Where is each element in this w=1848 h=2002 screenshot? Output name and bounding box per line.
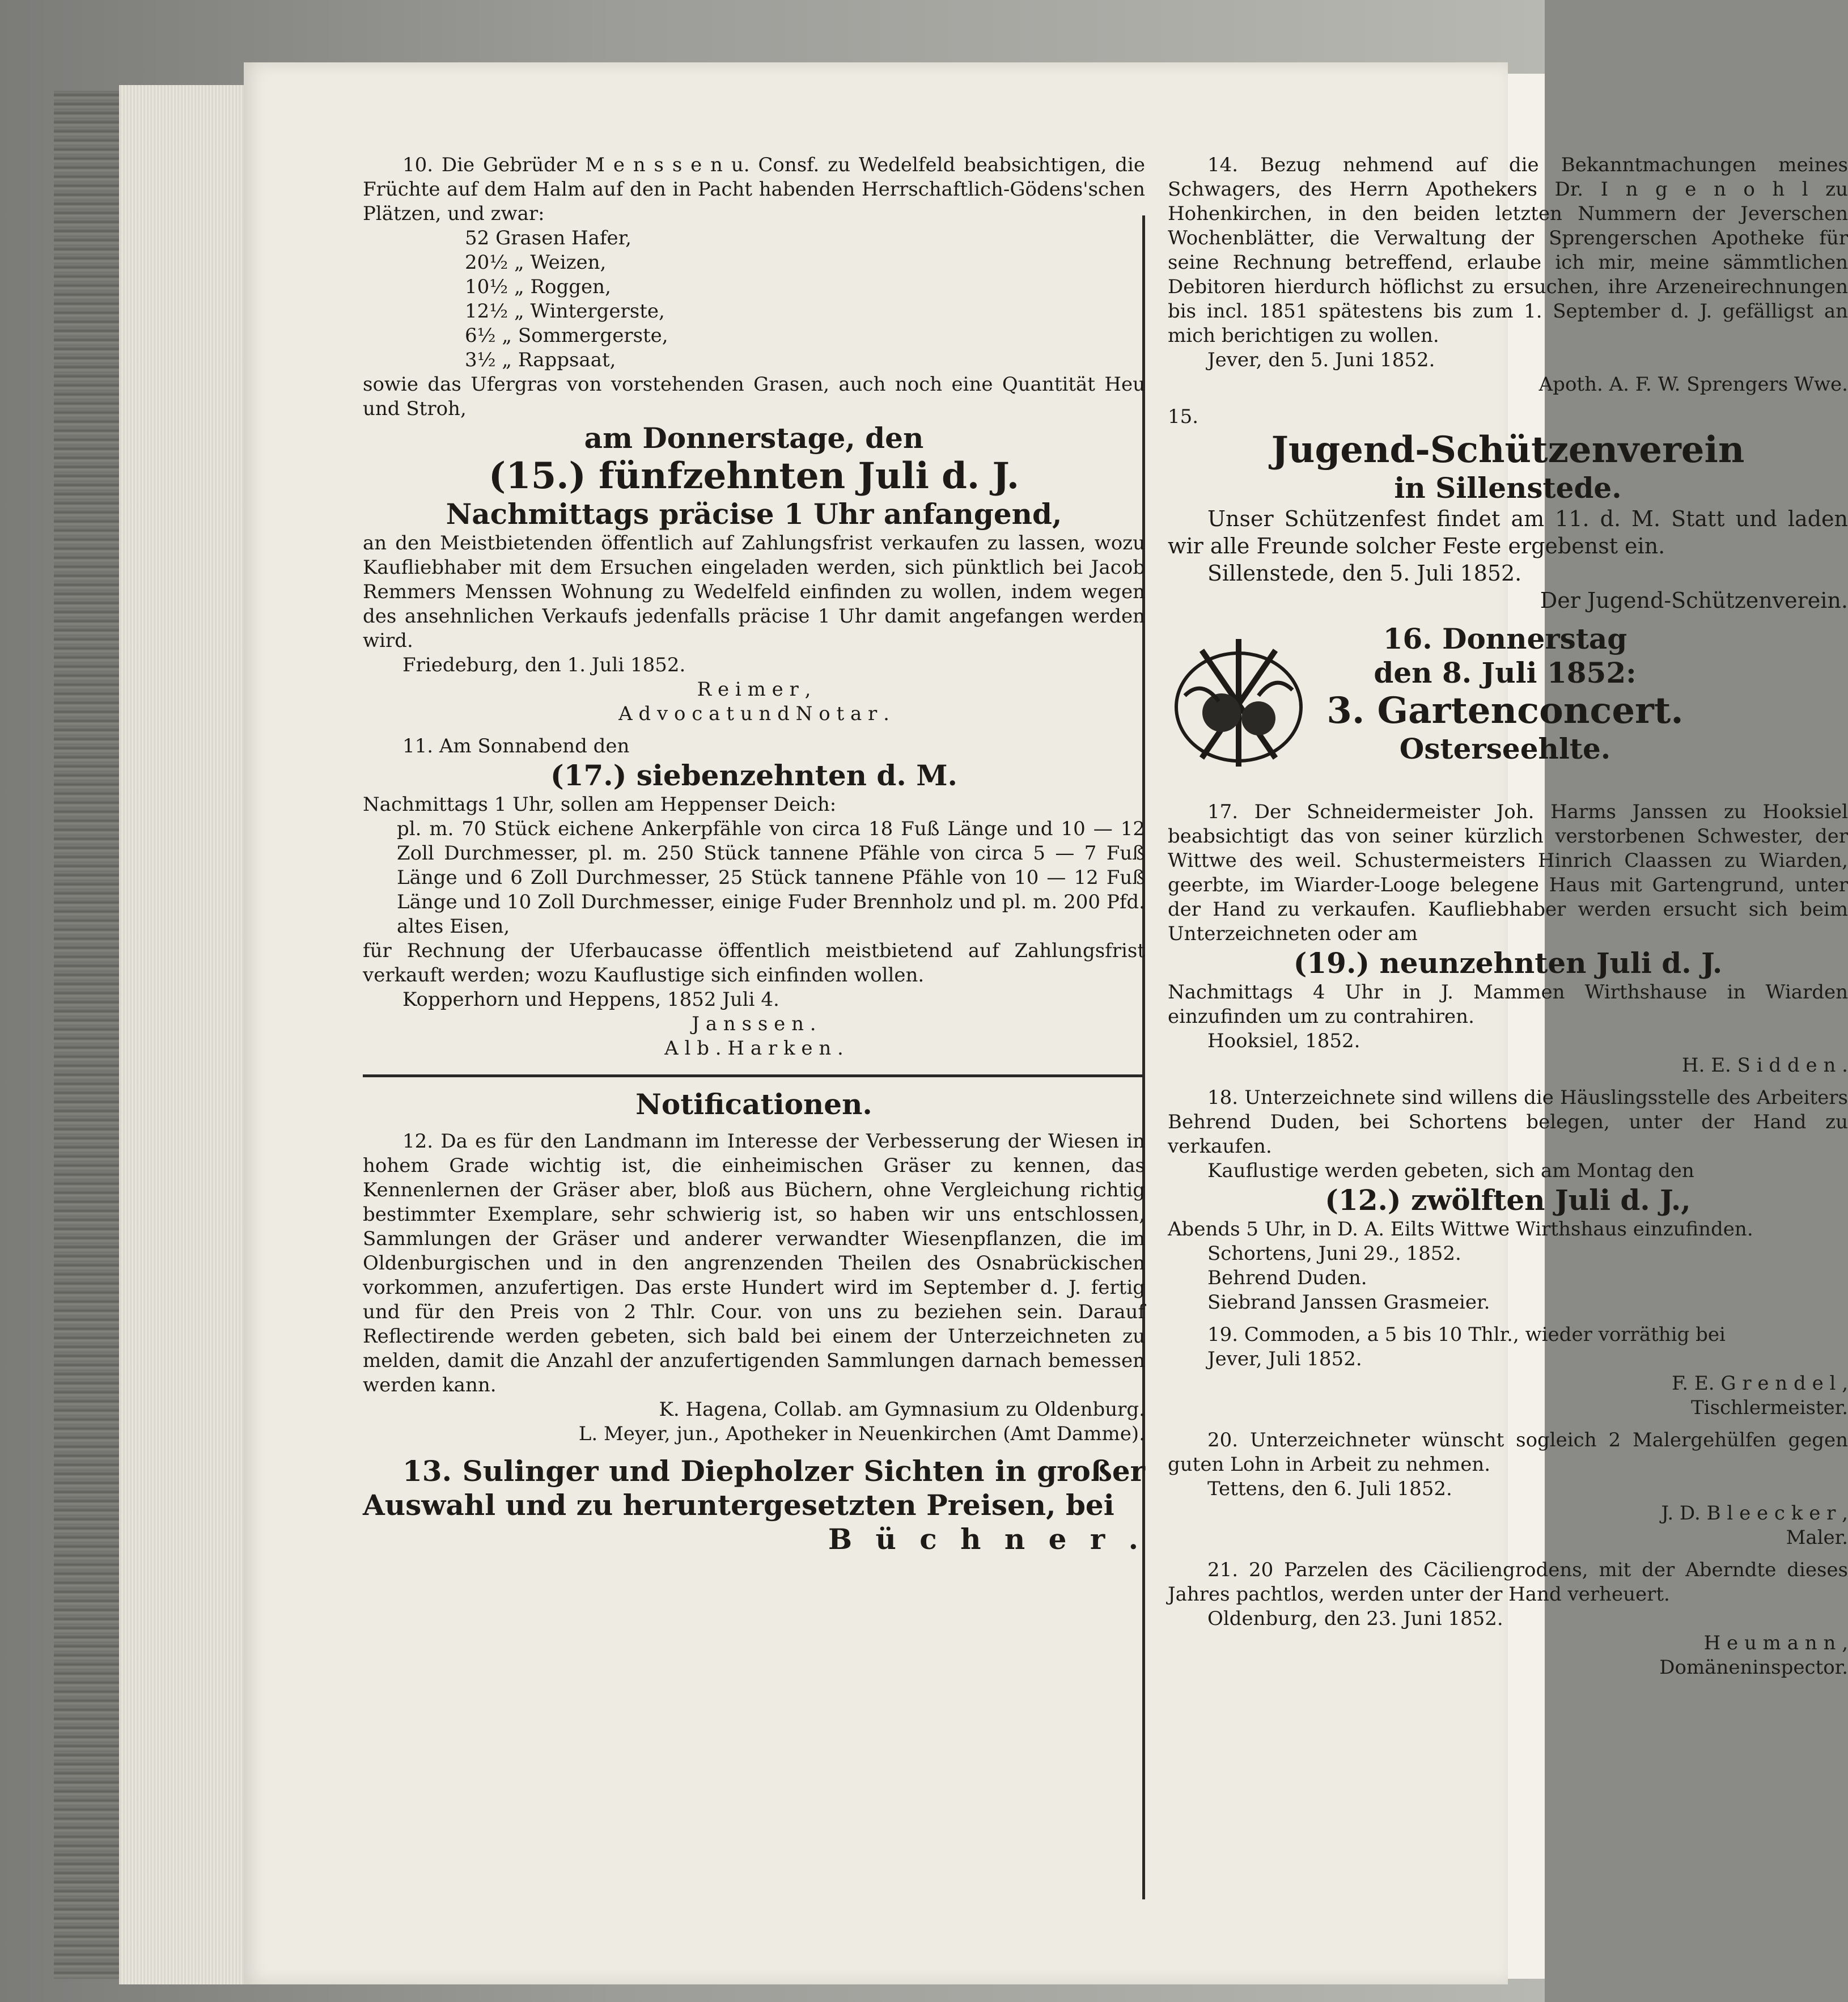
ad10-intro: 10. Die Gebrüder M e n s s e n u. Consf. zu Wedelfeld beabsichtigen, die Früchte auf dem Halm auf den in Pacht habenden Herrschaftlich-Gödens'schen Plätzen, und zwar: <box>363 154 1145 225</box>
ad17-place: Hooksiel, 1852. <box>1207 1030 1360 1052</box>
ad-13 <box>363 1454 1145 1556</box>
ad13-signature: B ü c h n e r . <box>828 1522 1145 1556</box>
ad10-text2: an den Meistbietenden öffentlich auf Zahlungsfrist verkaufen zu lassen, wozu Kaufliebhaber mit dem Ersuchen eingeladen werden, sich pünktlich bei Jacob Remmers Menssen Wohnung zu Wedelfeld einfinden zu wollen, indem wegen des ansehnlichen Verkaufs jedenfalls präcise 1 Uhr damit angefangen werden wird. <box>363 532 1145 652</box>
ad18-signature-2: Siebrand Janssen Grasmeier. <box>1207 1291 1490 1314</box>
ad-14 <box>1168 153 1848 397</box>
ad18-text: 18. Unterzeichnete sind willens die Häuslingsstelle des Arbeiters Behrend Duden, bei Schortens belegen, unter der Hand zu verkaufen. <box>1168 1086 1848 1158</box>
crop-item: 20½ „ Weizen, <box>465 251 607 274</box>
ad18-date: (12.) zwölften Juli d. J., <box>1325 1183 1691 1217</box>
ad-16 <box>1168 622 1848 792</box>
ad21-place: Oldenburg, den 23. Juni 1852. <box>1207 1607 1503 1630</box>
ad13-text: 13. Sulinger und Diepholzer Sichten in großer Auswahl und zu heruntergesetzten Preisen, bei <box>363 1454 1145 1522</box>
section-rule <box>363 1074 1145 1077</box>
ad10-place: Friedeburg, den 1. Juli 1852. <box>402 654 686 676</box>
crop-item: 10½ „ Roggen, <box>465 276 611 298</box>
ad-12 <box>363 1129 1145 1446</box>
ad11-date: (17.) siebenzehnten d. M. <box>550 759 957 792</box>
ad-10 <box>363 153 1145 726</box>
ad10-date-line2: (15.) fünfzehnten Juli d. J. <box>488 455 1020 497</box>
left-column <box>363 153 1145 1556</box>
ad16-line1: 16. Donnerstag <box>1383 622 1627 655</box>
ad-15 <box>1168 405 1848 614</box>
ad10-signature-2: A d v o c a t u n d N o t a r . <box>618 702 889 725</box>
ad20-place: Tettens, den 6. Juli 1852. <box>1207 1478 1452 1500</box>
ad15-text: Unser Schützenfest findet am 11. d. M. Statt und laden wir alle Freunde solcher Feste ergebenst ein. <box>1168 506 1848 558</box>
ad21-signature-1: H e u m a n n , <box>1703 1632 1848 1654</box>
ad15-title: Jugend-Schützenverein <box>1271 429 1745 471</box>
ad11-items: pl. m. 70 Stück eichene Ankerpfähle von circa 18 Fuß Länge und 10 — 12 Zoll Durchmesser, pl. m. 250 Stück tannene Pfähle von circa 5 — 7 Fuß Länge und 6 Zoll Durchmesser, 25 Stück tannene Pfähle von 10 — 12 Fuß Länge und 10 Zoll Durchmesser, einige Fuder Brennholz und pl. m. 200 Pfd. altes Eisen, <box>397 818 1145 938</box>
ad18-text2: Kauflustige werden gebeten, sich am Montag den <box>1207 1159 1694 1182</box>
ad10-crop-list <box>363 226 1145 373</box>
ad17-text2: Nachmittags 4 Uhr in J. Mammen Wirthshause in Wiarden einzufinden um zu contrahiren. <box>1168 981 1848 1028</box>
ad-18 <box>1168 1086 1848 1315</box>
ad15-signature: Der Jugend-Schützenverein. <box>1540 588 1848 613</box>
ad16-line4: Osterseehlte. <box>1399 732 1611 765</box>
crop-item: 6½ „ Sommergerste, <box>465 324 668 347</box>
ad-19 <box>1168 1323 1848 1420</box>
ad10-date-line3: Nachmittags präcise 1 Uhr anfangend, <box>446 497 1062 531</box>
ad12-text: 12. Da es für den Landmann im Interesse der Verbesserung der Wiesen in hohem Grade wichtig ist, die einheimischen Gräser zu kennen, das Kennenlernen der Gräser aber, bloß aus Büchern, ohne Vergleichung richtig bestimmter Exemplare, sehr schwierig ist, so haben wir uns entschlossen, Sammlungen der Gräser und anderer verwandter Wiesenpflanzen, die im Oldenburgischen und in den angrenzenden Theilen des Osnabrückischen vorkommen, anzufertigen. Das erste Hundert wird im September d. J. fertig und für den Preis von 2 Thlr. Cour. von uns zu beziehen sein. Darauf Reflectirende werden gebeten, sich bald bei einem der Unterzeichneten zu melden, damit die Anzahl der anzufertigenden Sammlungen darnach bemessen werden kann. <box>363 1130 1145 1396</box>
ad15-number: 15. <box>1168 405 1199 428</box>
ad18-signature-1: Behrend Duden. <box>1207 1267 1367 1289</box>
ad14-place: Jever, den 5. Juni 1852. <box>1207 349 1435 371</box>
ad17-date: (19.) neunzehnten Juli d. J. <box>1293 946 1723 980</box>
ad-20 <box>1168 1428 1848 1550</box>
right-column <box>1168 153 1848 1680</box>
ad17-text: 17. Der Schneidermeister Joh. Harms Janssen zu Hooksiel beabsichtigt das von seiner kürzlich verstorbenen Schwester, der Wittwe des weil. Schustermeisters Hinrich Claassen zu Wiarden, geerbte, im Wiarder-Looge belegene Haus mit Gartengrund, unter der Hand zu verkaufen. Kaufliebhaber werden ersucht sich beim Unterzeichneten oder am <box>1168 801 1848 945</box>
ad10-text1: sowie das Ufergras von vorstehenden Grasen, auch noch eine Quantität Heu und Stroh, <box>363 373 1145 420</box>
ad21-signature-2: Domäneninspector. <box>1659 1656 1848 1679</box>
ad19-signature-2: Tischlermeister. <box>1691 1396 1848 1419</box>
ad11-text: Nachmittags 1 Uhr, sollen am Heppenser Deich: <box>363 793 837 816</box>
crop-item: 52 Grasen Hafer, <box>465 227 631 249</box>
ad14-signature: Apoth. A. F. W. Sprengers Wwe. <box>1538 373 1848 396</box>
ad19-text: 19. Commoden, a 5 bis 10 Thlr., wieder vorräthig bei <box>1207 1323 1726 1346</box>
ad14-text: 14. Bezug nehmend auf die Bekanntmachungen meines Schwagers, des Herrn Apothekers Dr. I n g e n o h l zu Hohenkirchen, in den beiden letzten Nummern der Jeverschen Wochenblätter, die Verwaltung der Sprengerschen Apotheke für seine Rechnung betreffend, erlaube ich mir, meine sämmtlichen Debitoren hierdurch höflichst zu ersuchen, ihre Arzeneirechnungen bis incl. 1851 spätestens bis zum 1. September d. J. gefälligst an mich berichtigen zu wollen. <box>1168 154 1848 347</box>
ad15-place: Sillenstede, den 5. Juli 1852. <box>1207 561 1522 586</box>
ad15-subtitle: in Sillenstede. <box>1394 471 1622 505</box>
ad10-signature-1: R e i m e r , <box>697 678 811 701</box>
ad16-line3: 3. Gartenconcert. <box>1326 689 1684 732</box>
ad16-line2: den 8. Juli 1852: <box>1374 656 1637 689</box>
ad16-text-block <box>1321 622 1689 766</box>
ad11-signature-1: J a n s s e n . <box>692 1013 816 1035</box>
ad21-text: 21. 20 Parzelen des Cäciliengrodens, mit der Aberndte dieses Jahres pachtlos, werden unter der Hand verheuert. <box>1168 1559 1848 1606</box>
music-instruments-icon <box>1168 628 1309 775</box>
ad11-text2: für Rechnung der Uferbaucasse öffentlich meistbietend auf Zahlungsfrist verkauft werden; wozu Kauflustige sich einfinden wollen. <box>363 939 1145 987</box>
ad-11 <box>363 734 1145 1061</box>
ad17-signature: H. E. S i d d e n . <box>1681 1054 1848 1077</box>
ad20-signature-1: J. D. B l e e c k e r , <box>1661 1502 1848 1525</box>
ad19-place: Jever, Juli 1852. <box>1207 1348 1362 1370</box>
ad12-signature-2: L. Meyer, jun., Apotheker in Neuenkirchen (Amt Damme). <box>578 1423 1145 1445</box>
book-spine <box>54 91 121 1979</box>
crop-item: 3½ „ Rappsaat, <box>465 349 616 371</box>
ad-17 <box>1168 800 1848 1078</box>
ad18-place: Schortens, Juni 29., 1852. <box>1207 1242 1461 1265</box>
ad20-signature-2: Maler. <box>1786 1526 1848 1549</box>
ad19-signature-1: F. E. G r e n d e l , <box>1672 1372 1848 1395</box>
ad11-intro: 11. Am Sonnabend den <box>402 735 630 757</box>
ad18-text3: Abends 5 Uhr, in D. A. Eilts Wittwe Wirthshaus einzufinden. <box>1168 1218 1753 1241</box>
ad-21 <box>1168 1558 1848 1680</box>
page-stack-edge <box>119 85 244 1984</box>
ad11-place: Kopperhorn und Heppens, 1852 Juli 4. <box>402 988 779 1011</box>
ad20-text: 20. Unterzeichneter wünscht sogleich 2 Malergehülfen gegen guten Lohn in Arbeit zu nehmen. <box>1168 1429 1848 1476</box>
ad10-date-line1: am Donnerstage, den <box>584 421 924 455</box>
ad12-signature-1: K. Hagena, Collab. am Gymnasium zu Oldenburg. <box>659 1398 1145 1421</box>
notifications-heading: Notificationen. <box>635 1087 872 1121</box>
ad11-signature-2: A l b . H a r k e n . <box>664 1037 844 1060</box>
newspaper-page <box>244 62 1848 1984</box>
crop-item: 12½ „ Wintergerste, <box>465 300 665 323</box>
